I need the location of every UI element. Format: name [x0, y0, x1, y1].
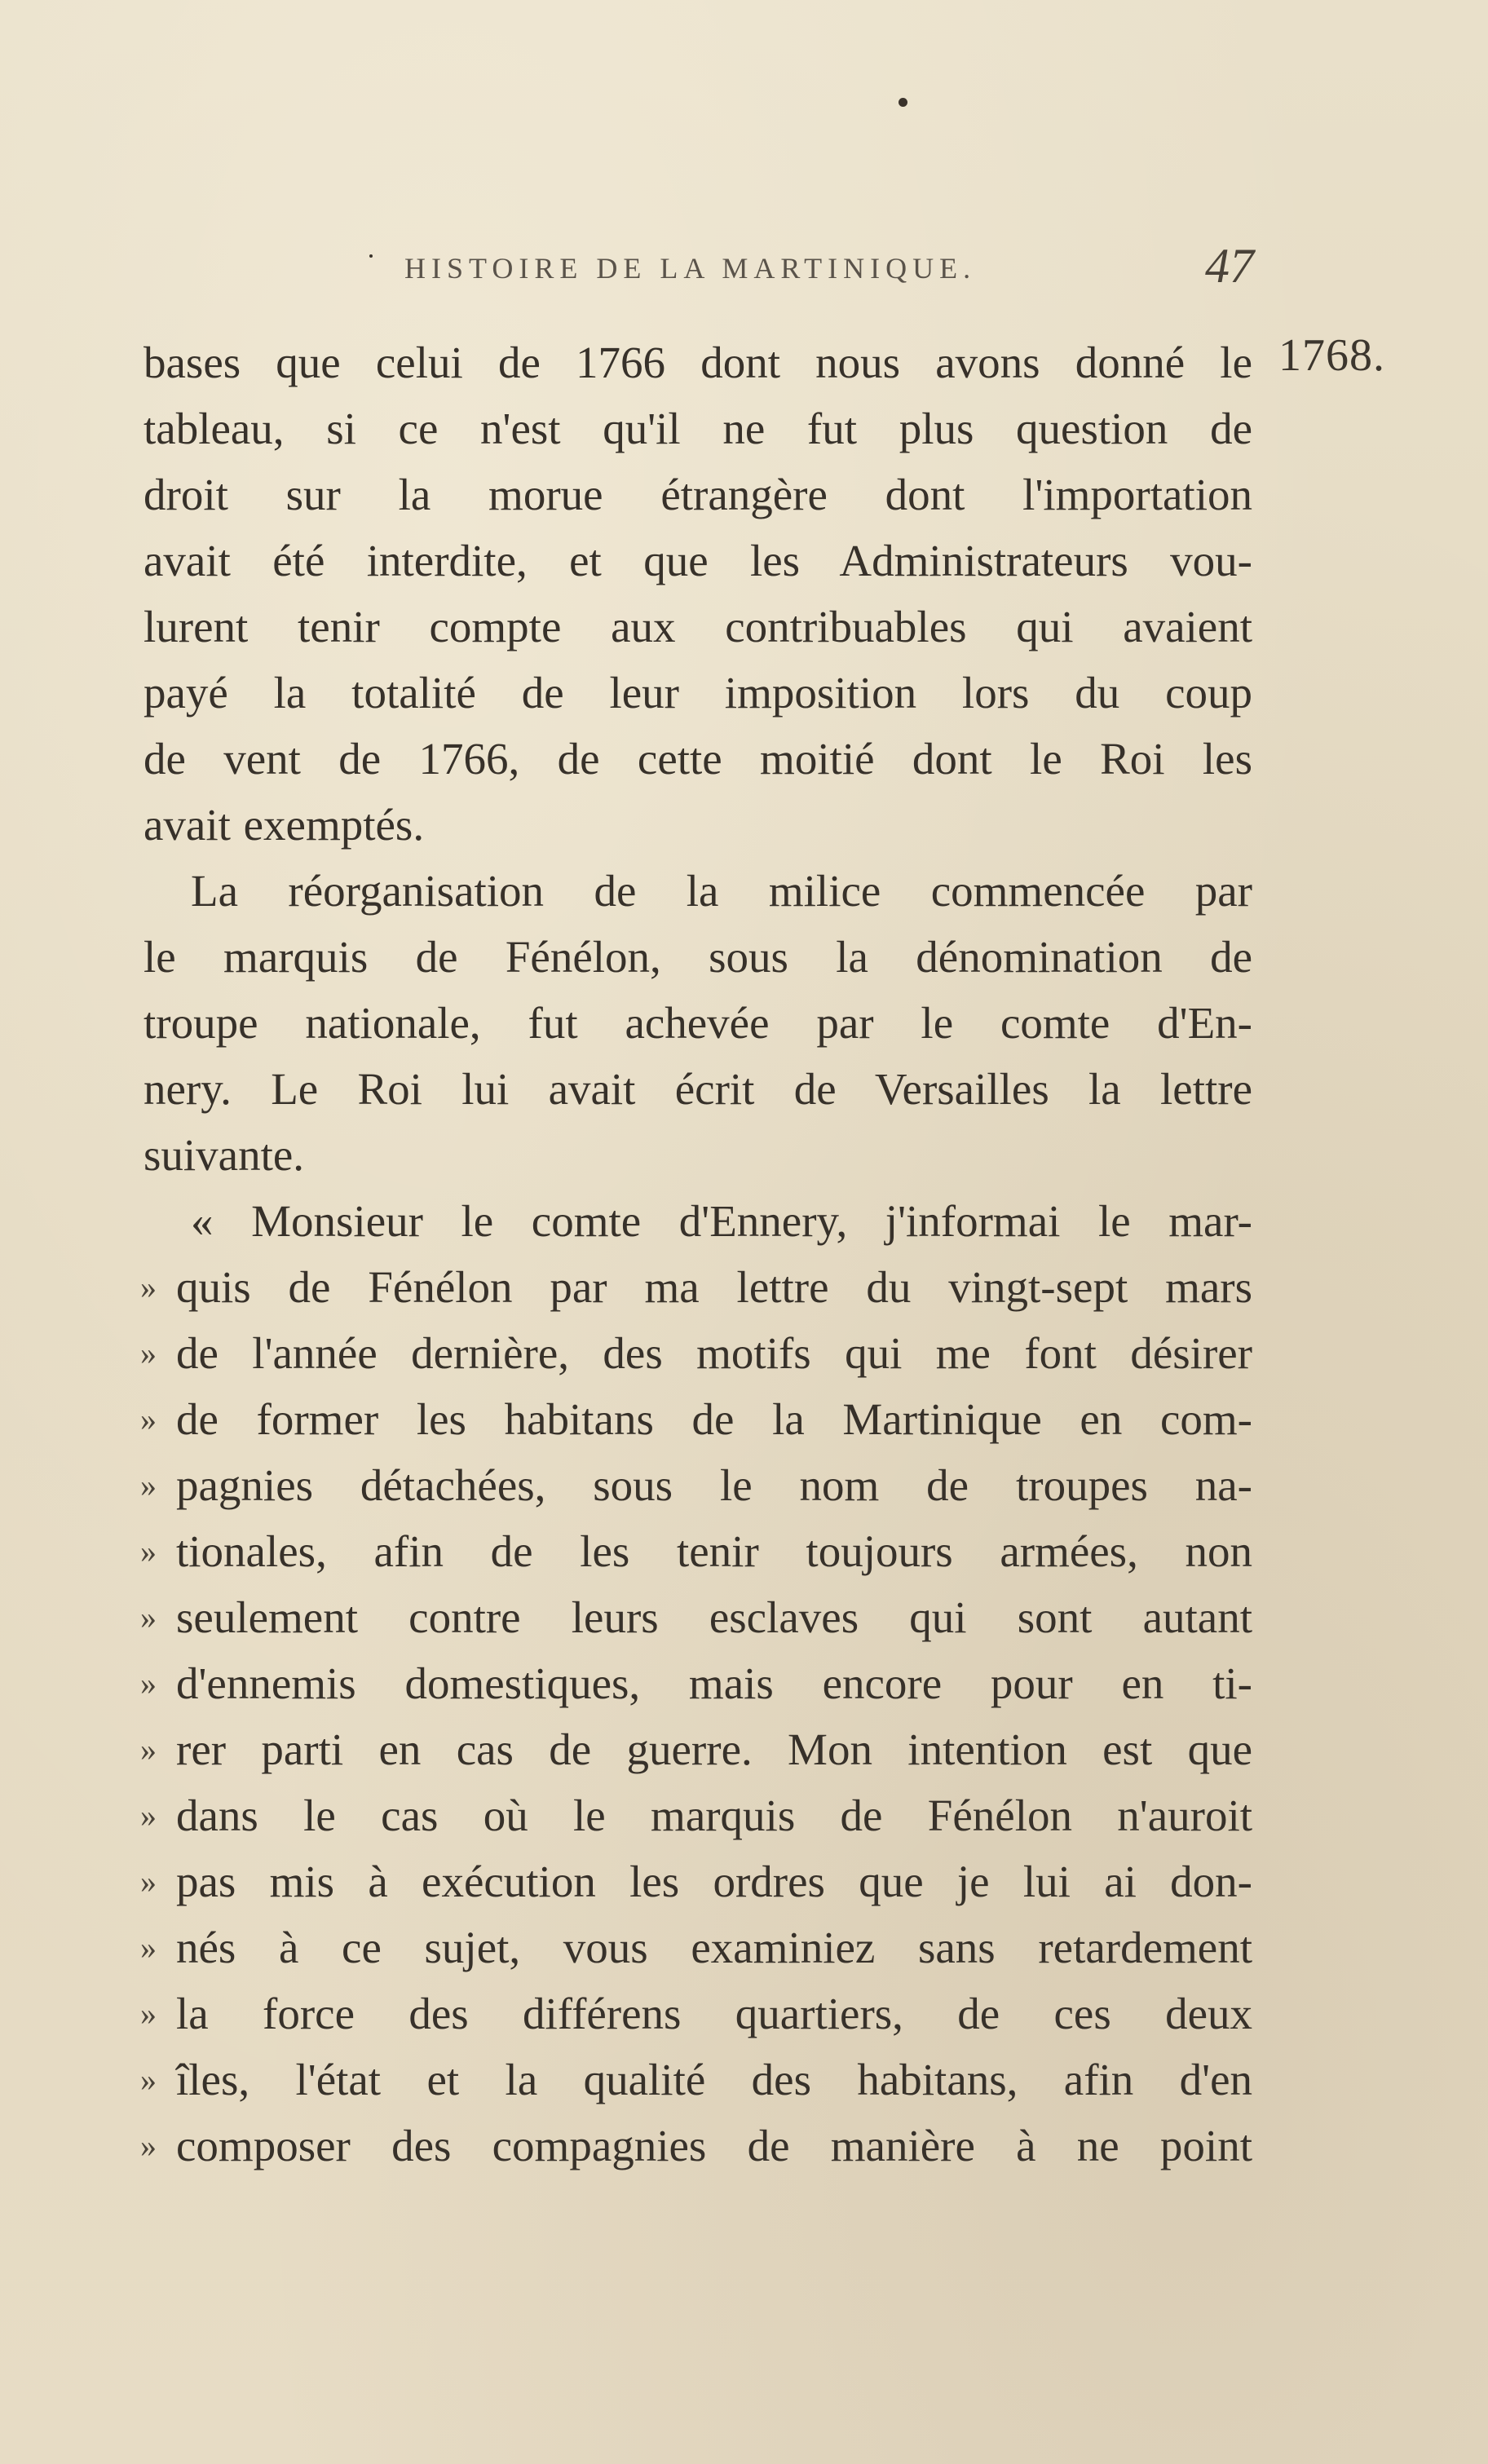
- text-line-content: droit sur la morue étrangère dont l'importation: [144, 470, 1252, 519]
- quote-continuation-mark: »: [140, 1995, 157, 2032]
- quote-continuation-mark: »: [140, 1731, 157, 1768]
- quote-continuation-mark: »: [140, 1929, 157, 1966]
- text-line: [140, 1386, 1252, 1452]
- text-line-content: nery. Le Roi lui avait écrit de Versailles la lettre: [144, 1064, 1252, 1114]
- text-line: [140, 1782, 1252, 1848]
- quote-continuation-mark: »: [140, 1401, 157, 1437]
- text-line-content: nés à ce sujet, vous examiniez sans retardement: [176, 1923, 1252, 1972]
- page-number: 47: [1205, 239, 1254, 293]
- text-line: [144, 924, 1252, 990]
- text-line: [144, 858, 1252, 924]
- text-line-content: avait exemptés.: [144, 800, 425, 850]
- text-line-content: La réorganisation de la milice commencée par: [191, 866, 1252, 916]
- text-line: [140, 1518, 1252, 1584]
- text-line: [144, 726, 1252, 792]
- text-line: [140, 1980, 1252, 2047]
- text-line-content: de l'année dernière, des motifs qui me font désirer: [176, 1328, 1252, 1378]
- page-header: [0, 238, 1488, 303]
- text-line: [140, 1584, 1252, 1650]
- text-line-content: de former les habitans de la Martinique en com-: [176, 1394, 1252, 1444]
- text-line-content: « Monsieur le comte d'Ennery, j'informai le mar-: [191, 1196, 1252, 1246]
- quote-continuation-mark: »: [140, 2127, 157, 2164]
- text-line-content: le marquis de Fénélon, sous la dénomination de: [144, 932, 1252, 982]
- quote-continuation-mark: »: [140, 1797, 157, 1834]
- text-line-content: d'ennemis domestiques, mais encore pour en ti-: [176, 1658, 1252, 1708]
- quote-continuation-mark: »: [140, 1335, 157, 1371]
- text-line-content: tableau, si ce n'est qu'il ne fut plus question de: [144, 404, 1252, 453]
- text-line: [144, 990, 1252, 1056]
- text-line-content: lurent tenir compte aux contribuables qui avaient: [144, 602, 1252, 651]
- text-line: [144, 528, 1252, 594]
- text-line: [140, 1320, 1252, 1386]
- text-line-content: avait été interdite, et que les Administrateurs vou-: [144, 536, 1252, 585]
- text-line-content: bases que celui de 1766 dont nous avons donné le: [144, 338, 1252, 387]
- quote-continuation-mark: »: [140, 2061, 157, 2098]
- text-line: [140, 2113, 1252, 2179]
- text-line-content: pas mis à exécution les ordres que je lui ai don-: [176, 1857, 1252, 1906]
- text-line-content: de vent de 1766, de cette moitié dont le Roi les: [144, 734, 1252, 784]
- text-line: [140, 1650, 1252, 1716]
- text-line: [144, 1122, 1252, 1188]
- text-line-content: seulement contre leurs esclaves qui sont autant: [176, 1592, 1252, 1642]
- text-line-content: dans le cas où le marquis de Fénélon n'auroit: [176, 1791, 1252, 1840]
- text-line: [144, 792, 1252, 858]
- text-line-content: rer parti en cas de guerre. Mon intention est que: [176, 1724, 1252, 1774]
- text-line: [140, 1848, 1252, 1914]
- text-line: [144, 329, 1252, 395]
- text-line: [140, 1254, 1252, 1320]
- text-line: [144, 660, 1252, 726]
- text-line: [144, 1056, 1252, 1122]
- text-line-content: îles, l'état et la qualité des habitans, afin d'en: [176, 2055, 1252, 2104]
- text-line-content: quis de Fénélon par ma lettre du vingt-sept mars: [176, 1262, 1252, 1312]
- text-line: [140, 1914, 1252, 1980]
- quote-continuation-mark: »: [140, 1599, 157, 1636]
- text-line: [144, 1188, 1252, 1254]
- running-title: HISTOIRE DE LA MARTINIQUE.: [404, 252, 977, 285]
- text-line-content: composer des compagnies de manière à ne point: [176, 2121, 1252, 2170]
- text-line: [140, 1452, 1252, 1518]
- quote-continuation-mark: »: [140, 1467, 157, 1504]
- quote-continuation-mark: »: [140, 1665, 157, 1702]
- ink-speck: [899, 98, 907, 107]
- text-line-content: troupe nationale, fut achevée par le comte d'En-: [144, 998, 1252, 1048]
- quote-continuation-mark: »: [140, 1863, 157, 1900]
- text-line-content: la force des différens quartiers, de ces deux: [176, 1989, 1252, 2038]
- text-line: [144, 594, 1252, 660]
- quote-continuation-mark: »: [140, 1269, 157, 1305]
- quote-continuation-mark: »: [140, 1533, 157, 1570]
- body-text: [140, 329, 1252, 2179]
- text-line: [144, 461, 1252, 528]
- text-line-content: payé la totalité de leur imposition lors du coup: [144, 668, 1252, 718]
- text-line: [140, 2047, 1252, 2113]
- text-line-content: suivante.: [144, 1130, 305, 1180]
- text-line-content: tionales, afin de les tenir toujours armées, non: [176, 1526, 1252, 1576]
- text-line: [140, 1716, 1252, 1782]
- text-line-content: pagnies détachées, sous le nom de troupes na-: [176, 1460, 1252, 1510]
- text-line: [144, 395, 1252, 461]
- margin-year-note: 1768.: [1278, 330, 1385, 381]
